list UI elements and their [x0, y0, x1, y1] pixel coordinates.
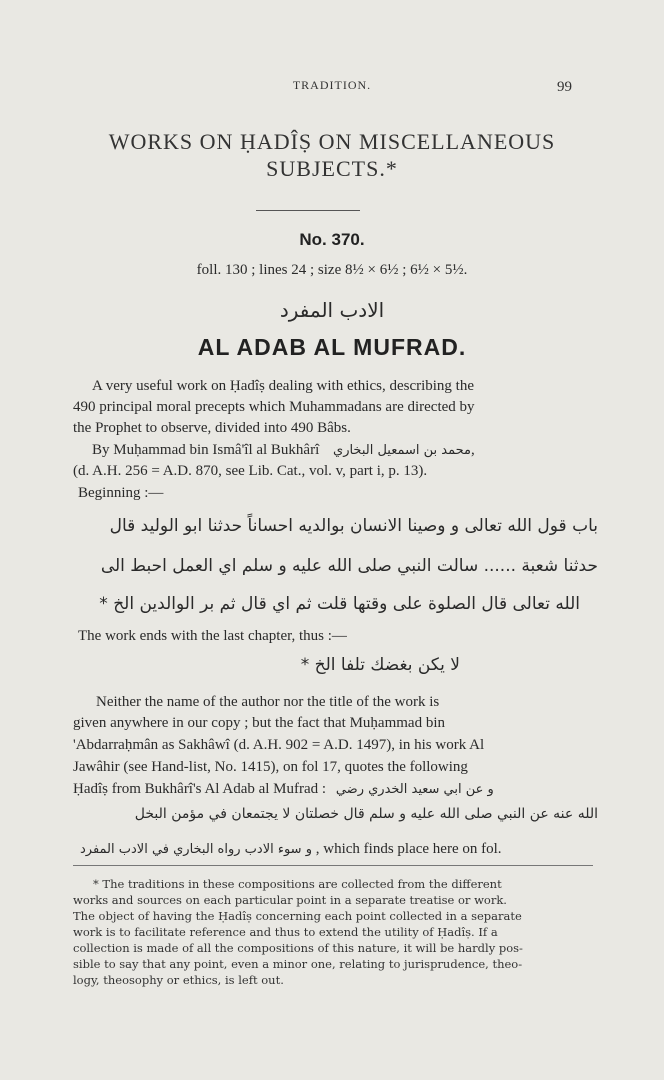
- ending-label: The work ends with the last chapter, thus :—: [78, 628, 347, 644]
- quote-arabic-start: و عن ابي سعيد الخدري رضي: [335, 782, 494, 797]
- author-line: [92, 440, 475, 461]
- footnote-line: work is to facilitate reference and thus to extend the utility of Ḥadîṣ. If a: [73, 925, 498, 939]
- quote-latin: Ḥadîṣ from Bukhârî's Al Adab al Mufrad :: [73, 781, 327, 797]
- paragraph-line: Jawâhir (see Hand-list, No. 1415), on fol 17, quotes the following: [73, 759, 468, 775]
- entry-number: No. 370.: [299, 230, 365, 249]
- entry-specs: foll. 130 ; lines 24 ; size 8½ × 6½ ; 6½ × 5½.: [196, 262, 468, 278]
- footnote-line: sible to say that any point, even a minor one, relating to jurisprudence, theo-: [73, 957, 523, 971]
- quote-arabic-line: الله عنه عن النبي صلى الله عليه و سلم قال خصلتان لا يجتمعان في مؤمن البخل: [134, 806, 598, 822]
- beginning-label: Beginning :—: [78, 485, 164, 501]
- footnote-line: works and sources on each particular point in a separate treatise or work.: [73, 893, 507, 907]
- last-line: [80, 839, 502, 860]
- footnote-line: collection is made of all the compositions of this nature, it will be hardly pos-: [73, 941, 523, 955]
- title-rule: [256, 210, 360, 211]
- section-title-line1: WORKS ON ḤADÎṢ ON MISCELLANEOUS: [108, 129, 556, 154]
- footnote-line: logy, theosophy or ethics, is left out.: [73, 973, 284, 987]
- entry-title: AL ADAB AL MUFRAD.: [197, 334, 467, 360]
- author-line-end: ,: [470, 442, 475, 458]
- paragraph-line: 'Abdarraḥmân as Sakhâwî (d. A.H. 902 = A.D. 1497), in his work Al: [73, 737, 485, 753]
- author-arabic: محمد بن اسمعيل البخاري: [333, 443, 471, 458]
- date-line: (d. A.H. 256 = A.D. 870, see Lib. Cat., vol. v, part i, p. 13).: [73, 463, 428, 479]
- footnote-line: * The traditions in these compositions are collected from the different: [93, 877, 502, 891]
- author-latin: By Muḥammad bin Ismâ'îl al Bukhârî: [92, 442, 320, 458]
- paragraph-line: Neither the name of the author nor the title of the work is: [96, 694, 440, 710]
- paragraph-line: given anywhere in our copy ; but the fact that Muḥammad bin: [73, 715, 445, 731]
- footnote-line: The object of having the Ḥadîṣ concerning each point collected in a separate: [73, 909, 522, 923]
- footnote-rule: [73, 865, 593, 866]
- description-line: the Prophet to observe, divided into 490 Bâbs.: [73, 420, 351, 436]
- beginning-arabic-line: حدثنا شعبة ...... سالت النبي صلى الله عليه و سلم اي العمل احبط الى: [100, 556, 598, 576]
- last-arabic: و سوء الادب رواه البخاري في الادب المفرد: [80, 842, 312, 857]
- quote-line: [73, 779, 494, 800]
- description-line: A very useful work on Ḥadîṣ dealing with ethics, describing the: [92, 378, 475, 394]
- ending-arabic: لا يكن بغضك تلفا الخ *: [300, 655, 460, 675]
- beginning-arabic-line: باب قول الله تعالى و وصينا الانسان بوالديه احساناً حدثنا ابو الوليد قال: [109, 516, 598, 536]
- section-title: [40, 128, 624, 182]
- running-head: TRADITION.: [292, 78, 372, 92]
- last-latin: , which finds place here on fol.: [315, 841, 502, 857]
- beginning-arabic-line: الله تعالى قال الصلوة على وقتها قلت ثم اي قال ثم بر الوالدين الخ *: [99, 594, 580, 614]
- description-line: 490 principal moral precepts which Muhammadans are directed by: [73, 399, 475, 415]
- arabic-title: الادب المفرد: [279, 298, 385, 322]
- page-number: 99: [557, 79, 572, 95]
- footnote: [73, 876, 593, 988]
- section-title-line2: SUBJECTS.*: [266, 156, 398, 181]
